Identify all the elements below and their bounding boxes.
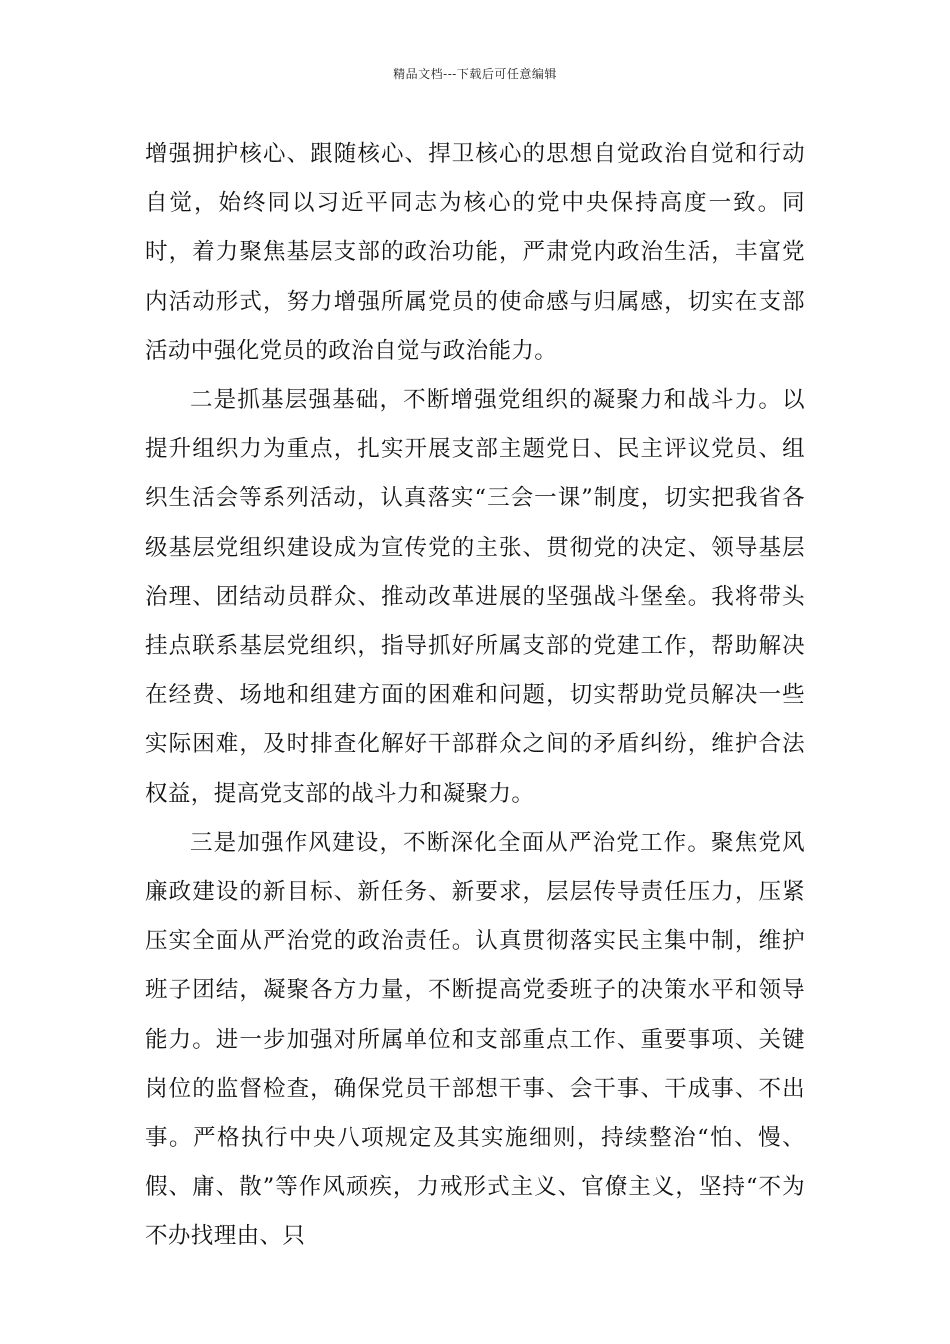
document-body	[145, 130, 805, 1262]
paragraph-continuation: 增强拥护核心、跟随核心、捍卫核心的思想自觉政治自觉和行动自觉，始终同以习近平同志为核心的党中央保持高度一致。同时，着力聚焦基层支部的政治功能，严肃党内政治生活，丰富党内活动形式，努力增强所属党员的使命感与归属感，切实在支部活动中强化党员的政治自觉与政治能力。	[145, 141, 805, 364]
paragraph-three: 三是加强作风建设，不断深化全面从严治党工作。聚焦党风廉政建设的新目标、新任务、新要求，层层传导责任压力，压紧压实全面从严治党的政治责任。认真贯彻落实民主集中制，维护班子团结，凝聚各方力量，不断提高党委班子的决策水平和领导能力。进一步加强对所属单位和支部重点工作、重要事项、关键岗位的监督检查，确保党员干部想干事、会干事、干成事、不出事。严格执行中央八项规定及其实施细则，持续整治“怕、慢、假、庸、散”等作风顽疾，力戒形式主义、官僚主义，坚持“不为不办找理由、只	[145, 829, 805, 1250]
paragraph-two: 二是抓基层强基础，不断增强党组织的凝聚力和战斗力。以提升组织力为重点，扎实开展支部主题党日、民主评议党员、组织生活会等系列活动，认真落实“三会一课”制度，切实把我省各级基层党组织建设成为宣传党的主张、贯彻党的决定、领导基层治理、团结动员群众、推动改革进展的坚强战斗堡垒。我将带头挂点联系基层党组织，指导抓好所属支部的党建工作，帮助解决在经费、场地和组建方面的困难和问题，切实帮助党员解决一些实际困难，及时排查化解好干部群众之间的矛盾纠纷，维护合法权益，提高党支部的战斗力和凝聚力。	[145, 387, 805, 807]
page-header: 精品文档---下载后可任意编辑	[393, 67, 557, 81]
